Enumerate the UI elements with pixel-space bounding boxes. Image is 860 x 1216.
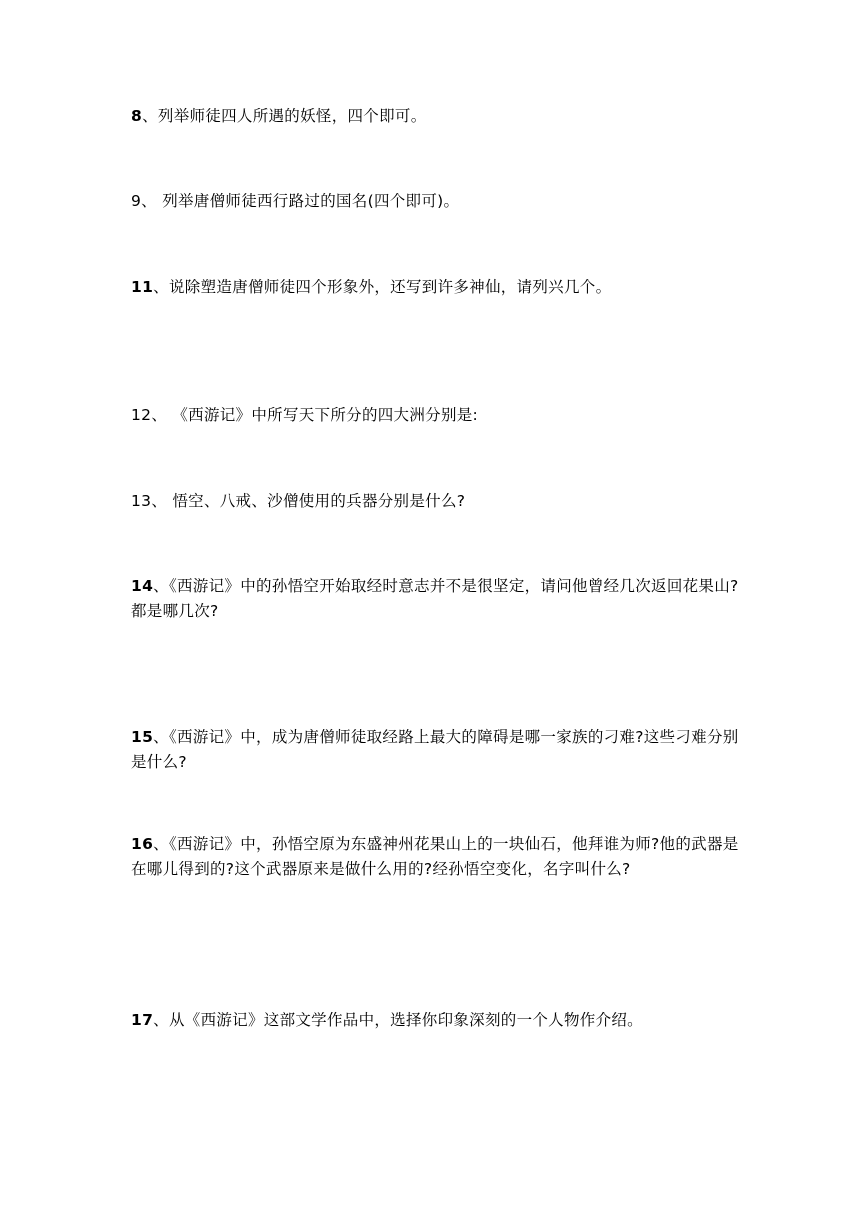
question-number: 11 (131, 278, 154, 296)
question-number: 9 (131, 192, 142, 210)
question-number: 16 (131, 835, 154, 853)
question-8 (131, 104, 741, 129)
question-number: 12 (131, 406, 152, 424)
question-text: 、 悟空、八戒、沙僧使用的兵器分别是什么? (151, 492, 466, 510)
question-number: 15 (131, 728, 154, 746)
question-13 (131, 489, 741, 514)
question-9 (131, 189, 741, 214)
question-text: 、《西游记》中，成为唐僧师徒取经路上最大的障碍是哪一家族的刁难?这些刁难分别是什么? (131, 728, 739, 771)
question-number: 13 (131, 492, 152, 510)
question-12 (131, 403, 741, 428)
question-text: 、 《西游记》中所写天下所分的四大洲分别是: (151, 406, 479, 424)
question-number: 17 (131, 1011, 154, 1029)
question-text: 、《西游记》中，孙悟空原为东盛神州花果山上的一块仙石，他拜谁为师?他的武器是在哪儿得到的?这个武器原来是做什么用的?经孙悟空变化，名字叫什么? (131, 835, 739, 878)
question-15 (131, 725, 741, 775)
question-11 (131, 275, 741, 300)
question-text: 、从《西游记》这部文学作品中，选择你印象深刻的一个人物作介绍。 (153, 1011, 643, 1029)
question-number: 8 (131, 107, 143, 125)
question-text: 、说除塑造唐僧师徒四个形象外，还写到许多神仙，请列兴几个。 (153, 278, 612, 296)
question-16 (131, 832, 741, 882)
question-number: 14 (131, 577, 154, 595)
question-17 (131, 1008, 741, 1033)
question-text: 、《西游记》中的孙悟空开始取经时意志并不是很坚定，请问他曾经几次返回花果山?都是哪几次? (131, 577, 739, 620)
question-text: 、列举师徒四人所遇的妖怪，四个即可。 (142, 107, 427, 125)
question-text: 、 列举唐僧师徒西行路过的国名(四个即可)。 (141, 192, 460, 210)
question-14 (131, 574, 741, 624)
